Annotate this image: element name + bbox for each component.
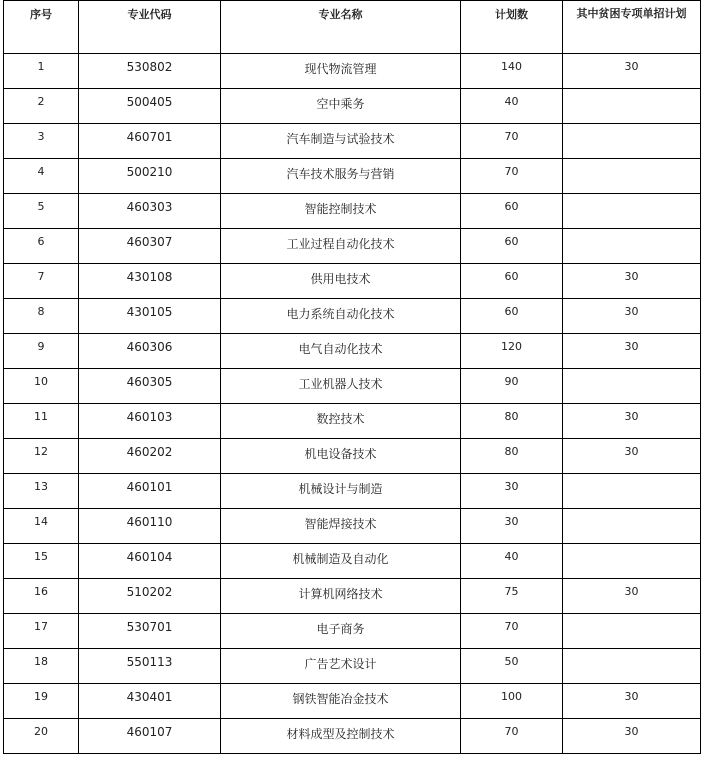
table-row [4, 439, 701, 474]
cell-major-code: 460303 [79, 194, 221, 229]
table-row [4, 299, 701, 334]
cell-poverty-special-plan [563, 649, 701, 684]
cell-seq: 1 [4, 54, 79, 89]
header-major-code: 专业代码 [79, 1, 221, 54]
cell-major-name: 数控技术 [221, 404, 461, 439]
cell-major-code: 500210 [79, 159, 221, 194]
cell-major-name: 智能焊接技术 [221, 509, 461, 544]
cell-poverty-special-plan: 30 [563, 404, 701, 439]
cell-major-name: 工业机器人技术 [221, 369, 461, 404]
table-row [4, 229, 701, 264]
cell-plan-count: 30 [461, 474, 563, 509]
cell-plan-count: 60 [461, 194, 563, 229]
table-row [4, 614, 701, 649]
cell-major-name: 智能控制技术 [221, 194, 461, 229]
table-row [4, 474, 701, 509]
cell-major-code: 460307 [79, 229, 221, 264]
table-row [4, 89, 701, 124]
cell-major-code: 460110 [79, 509, 221, 544]
cell-poverty-special-plan [563, 229, 701, 264]
cell-major-code: 460305 [79, 369, 221, 404]
cell-plan-count: 75 [461, 579, 563, 614]
table-row [4, 54, 701, 89]
table-row [4, 194, 701, 229]
table-row [4, 369, 701, 404]
table-row [4, 684, 701, 719]
cell-plan-count: 70 [461, 614, 563, 649]
cell-seq: 3 [4, 124, 79, 159]
cell-major-name: 材料成型及控制技术 [221, 719, 461, 754]
cell-seq: 13 [4, 474, 79, 509]
cell-plan-count: 60 [461, 299, 563, 334]
table-row [4, 509, 701, 544]
cell-poverty-special-plan: 30 [563, 54, 701, 89]
cell-plan-count: 120 [461, 334, 563, 369]
cell-plan-count: 140 [461, 54, 563, 89]
cell-poverty-special-plan: 30 [563, 439, 701, 474]
cell-seq: 8 [4, 299, 79, 334]
cell-major-name: 机械制造及自动化 [221, 544, 461, 579]
cell-major-code: 550113 [79, 649, 221, 684]
cell-major-code: 530802 [79, 54, 221, 89]
cell-plan-count: 50 [461, 649, 563, 684]
table-row [4, 159, 701, 194]
cell-seq: 7 [4, 264, 79, 299]
cell-major-name: 工业过程自动化技术 [221, 229, 461, 264]
cell-seq: 16 [4, 579, 79, 614]
table-row [4, 579, 701, 614]
cell-major-code: 430108 [79, 264, 221, 299]
cell-major-code: 460107 [79, 719, 221, 754]
table-row [4, 334, 701, 369]
cell-major-name: 钢铁智能冶金技术 [221, 684, 461, 719]
table-header [4, 1, 701, 54]
cell-major-name: 电气自动化技术 [221, 334, 461, 369]
cell-major-name: 机械设计与制造 [221, 474, 461, 509]
header-poverty-special-plan: 其中贫困专项单招计划 [563, 1, 701, 54]
cell-plan-count: 90 [461, 369, 563, 404]
table-row [4, 264, 701, 299]
table-row [4, 719, 701, 754]
cell-major-code: 530701 [79, 614, 221, 649]
cell-poverty-special-plan: 30 [563, 334, 701, 369]
cell-major-name: 机电设备技术 [221, 439, 461, 474]
cell-seq: 14 [4, 509, 79, 544]
cell-major-code: 500405 [79, 89, 221, 124]
header-seq: 序号 [4, 1, 79, 54]
cell-major-code: 460104 [79, 544, 221, 579]
table-row [4, 404, 701, 439]
cell-major-name: 现代物流管理 [221, 54, 461, 89]
cell-seq: 12 [4, 439, 79, 474]
header-row [4, 1, 701, 54]
cell-poverty-special-plan [563, 614, 701, 649]
cell-major-code: 430105 [79, 299, 221, 334]
cell-major-name: 汽车制造与试验技术 [221, 124, 461, 159]
header-major-name: 专业名称 [221, 1, 461, 54]
cell-poverty-special-plan [563, 544, 701, 579]
cell-poverty-special-plan [563, 474, 701, 509]
cell-poverty-special-plan: 30 [563, 264, 701, 299]
table-row [4, 544, 701, 579]
table-row [4, 124, 701, 159]
cell-major-name: 空中乘务 [221, 89, 461, 124]
cell-poverty-special-plan [563, 194, 701, 229]
cell-seq: 11 [4, 404, 79, 439]
cell-plan-count: 80 [461, 439, 563, 474]
cell-seq: 6 [4, 229, 79, 264]
cell-major-name: 计算机网络技术 [221, 579, 461, 614]
cell-seq: 18 [4, 649, 79, 684]
cell-major-name: 电力系统自动化技术 [221, 299, 461, 334]
cell-seq: 15 [4, 544, 79, 579]
cell-plan-count: 40 [461, 544, 563, 579]
cell-plan-count: 80 [461, 404, 563, 439]
cell-seq: 4 [4, 159, 79, 194]
cell-major-name: 广告艺术设计 [221, 649, 461, 684]
cell-poverty-special-plan: 30 [563, 719, 701, 754]
cell-plan-count: 70 [461, 124, 563, 159]
table-row [4, 649, 701, 684]
cell-major-code: 460103 [79, 404, 221, 439]
cell-major-code: 510202 [79, 579, 221, 614]
cell-seq: 2 [4, 89, 79, 124]
cell-plan-count: 60 [461, 229, 563, 264]
cell-seq: 20 [4, 719, 79, 754]
cell-major-code: 460701 [79, 124, 221, 159]
cell-major-code: 460202 [79, 439, 221, 474]
cell-major-name: 电子商务 [221, 614, 461, 649]
cell-seq: 5 [4, 194, 79, 229]
cell-poverty-special-plan [563, 89, 701, 124]
cell-plan-count: 30 [461, 509, 563, 544]
cell-seq: 10 [4, 369, 79, 404]
cell-poverty-special-plan [563, 509, 701, 544]
cell-poverty-special-plan [563, 159, 701, 194]
cell-plan-count: 100 [461, 684, 563, 719]
cell-poverty-special-plan: 30 [563, 579, 701, 614]
cell-major-name: 供用电技术 [221, 264, 461, 299]
cell-major-code: 430401 [79, 684, 221, 719]
cell-major-code: 460101 [79, 474, 221, 509]
header-plan-count: 计划数 [461, 1, 563, 54]
cell-major-name: 汽车技术服务与营销 [221, 159, 461, 194]
cell-poverty-special-plan [563, 369, 701, 404]
cell-poverty-special-plan: 30 [563, 299, 701, 334]
cell-seq: 9 [4, 334, 79, 369]
cell-seq: 19 [4, 684, 79, 719]
cell-plan-count: 40 [461, 89, 563, 124]
cell-poverty-special-plan [563, 124, 701, 159]
cell-major-code: 460306 [79, 334, 221, 369]
cell-plan-count: 60 [461, 264, 563, 299]
cell-seq: 17 [4, 614, 79, 649]
cell-plan-count: 70 [461, 719, 563, 754]
table-body [4, 54, 701, 754]
enrollment-plan-table [3, 0, 701, 754]
cell-plan-count: 70 [461, 159, 563, 194]
cell-poverty-special-plan: 30 [563, 684, 701, 719]
